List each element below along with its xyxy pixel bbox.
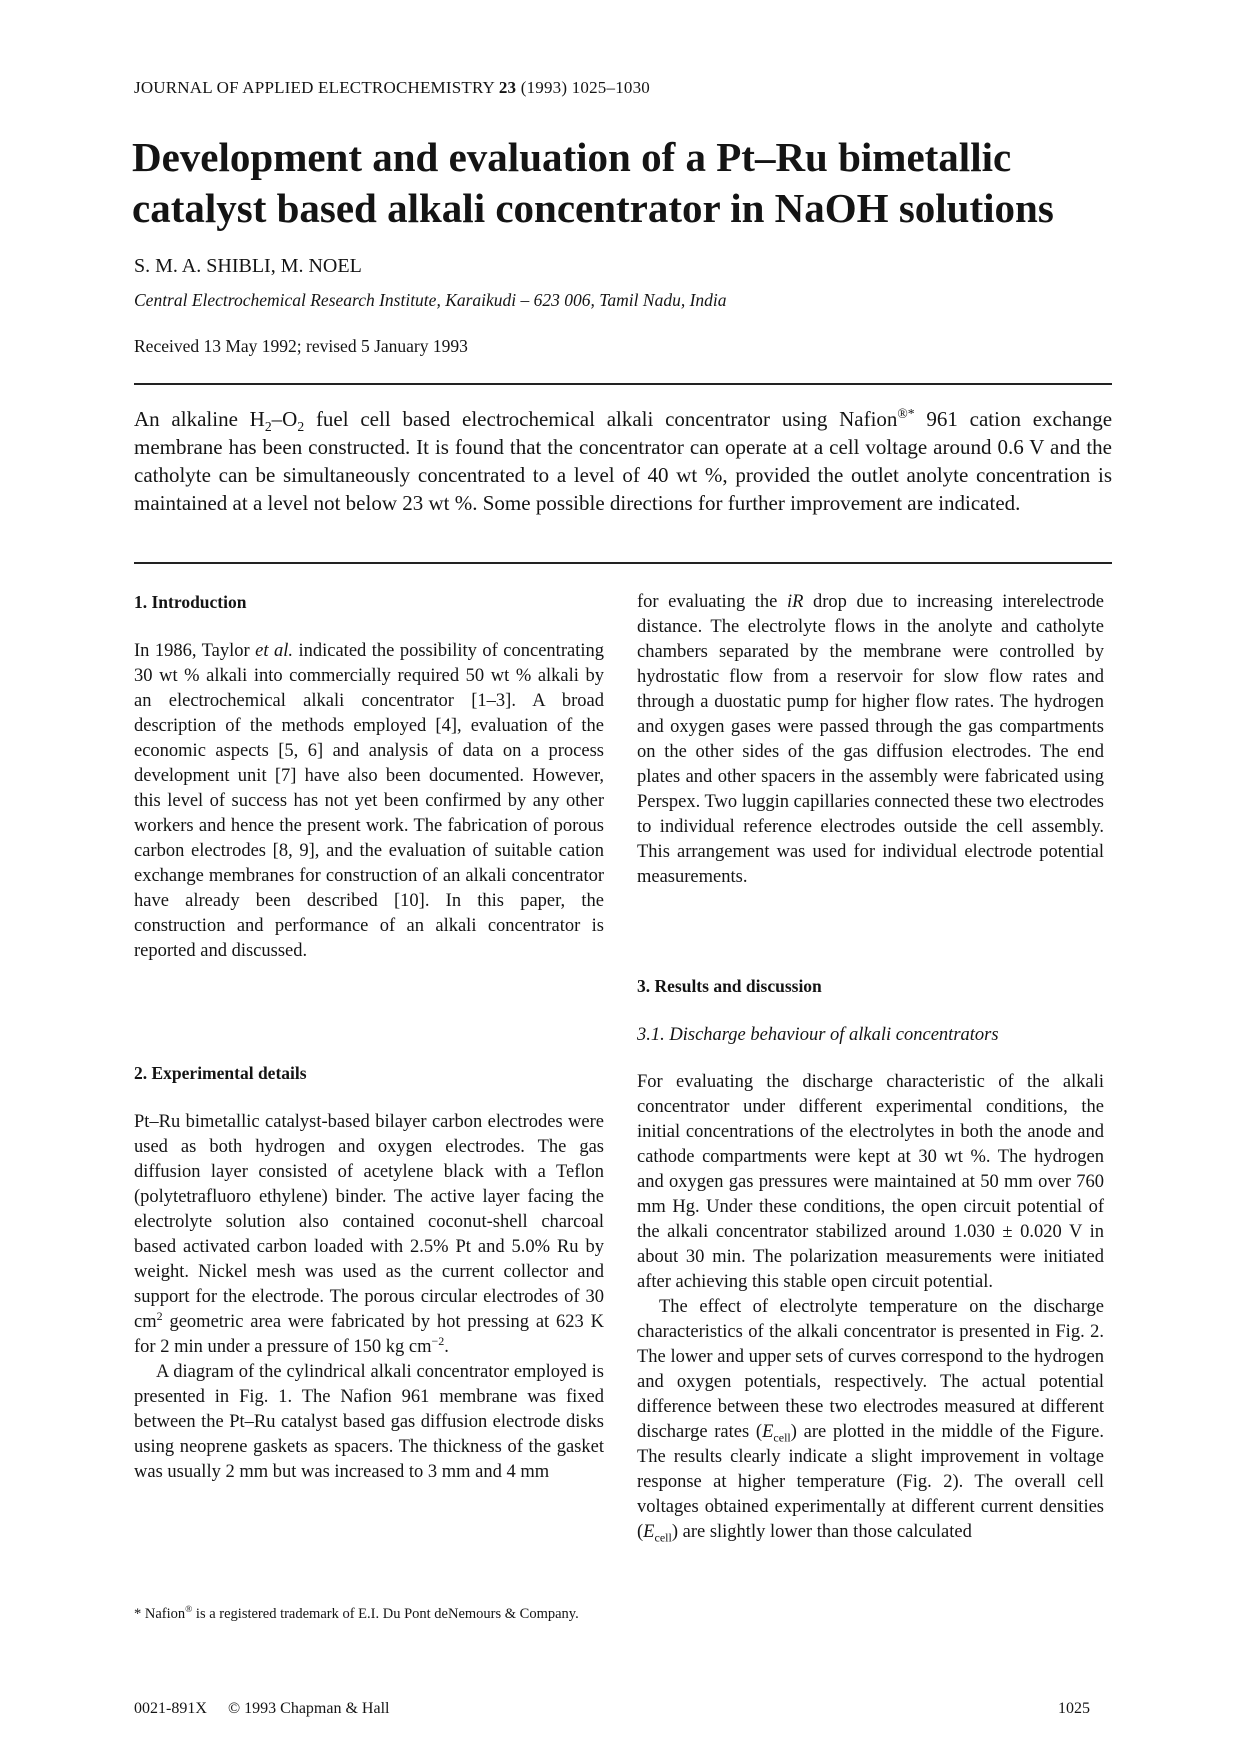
section-1-text: In 1986, Taylor et al. indicated the possibility of concentrating 30 wt % alkali into commercially required 50 wt % alkali by an electrochemical alkali concentrator [1–3]. A broad description of the methods employed [4], evaluation of the economic aspects [5, 6] and analysis of data on a process development unit [7] have also been documented. However, this level of success has not yet been confirmed by any other workers and hence the present work. The fabrication of porous carbon electrodes [8, 9], and the evaluation of suitable cation exchange membranes for construction of an alkali concentrator have already been described [10]. In this paper, the construction and performance of an alkali concentrator is reported and discussed. (134, 641, 604, 961)
right-para-0: for evaluating the iR drop due to increasing interelectrode distance. The electrolyte flows in the anolyte and catholyte chambers separated by the membrane were controlled by hydrostatic flow from a reservoir for slow flow rates and through a duostatic pump for higher flow rates. The hydrogen and oxygen gases were passed through the gas compartments on the other sides of the gas diffusion electrodes. The end plates and other spacers in the assembly were fabricated using Perspex. Two luggin capillaries connected these two electrodes to individual reference electrodes outside the cell assembly. This arrangement was used for individual electrode potential measurements. (637, 592, 1104, 887)
abstract: An alkaline $H_2-O_2$ fuel cell based electrochemical alkali concentrator using Nafion®* 961 cation exchange membrane has been constructed. It is found that the concentrator can operate at a cell voltage around 0.6 V and the catholyte can be simultaneously concentrated to a level of 40 wt %, provided the outlet anolyte concentration is maintained at a level not below 23 wt %. Some possible directions for further improvement are indicated. (134, 406, 1113, 515)
rule-bottom (134, 562, 1112, 564)
page-number: 1025 (1058, 1700, 1090, 1717)
received-dates: Received 13 May 1992; revised 5 January 1993 (134, 336, 468, 356)
authors: S. M. A. SHIBLI, M. NOEL (134, 255, 362, 277)
section-3-1-para-2: The effect of electrolyte temperature on the discharge characteristics of the alkali concentrator is presented in Fig. 2. The lower and upper sets of curves correspond to the hydrogen and oxygen potentials, respectively. The actual potential difference between these two electrodes measured at different discharge rates $(E_{cell})$ are plotted in the middle of the Figure. The results clearly indicate a slight improvement in voltage response at higher temperature (Fig. 2). The overall cell voltages obtained experimentally at different current densities $(E_{cell})$ are slightly lower than those calculated (637, 1297, 1104, 1545)
rule-top (134, 383, 1112, 385)
title-line-1: Development and evaluation of a Pt–Ru bimetallic (132, 134, 1012, 180)
section-3-1-heading: 3.1. Discharge behaviour of alkali concentrators (637, 1025, 999, 1045)
section-3-heading: 3. Results and discussion (637, 976, 822, 996)
journal-year-pages: (1993) 1025–1030 (520, 78, 650, 97)
copyright: © 1993 Chapman & Hall (228, 1700, 390, 1717)
footnote: * Nafion® is a registered trademark of E.I. Du Pont deNemours & Company. (134, 1605, 579, 1622)
section-1-heading: 1. Introduction (134, 592, 247, 612)
article-title (132, 132, 1132, 234)
section-1 (134, 590, 604, 964)
section-2-heading: 2. Experimental details (134, 1063, 307, 1083)
section-3-1-para-1: For evaluating the discharge characteristic of the alkali concentrator under different experimental conditions, the initial concentrations of the electrolytes in both the anode and cathode compartments were kept at 30 wt %. The hydrogen and oxygen gas pressures were maintained at 50 mm over 760 mm Hg. Under these conditions, the open circuit potential of the alkali concentrator stabilized around 1.030 ± 0.020 V in about 30 min. The polarization measurements were initiated after achieving this stable open circuit potential. (637, 1072, 1104, 1292)
section-2 (134, 1061, 604, 1485)
affiliation: Central Electrochemical Research Institute, Karaikudi – 623 006, Tamil Nadu, India (134, 290, 727, 310)
section-3 (637, 974, 1104, 1545)
journal-header (134, 78, 650, 98)
right-column-continuation (637, 590, 1104, 890)
title-line-2: catalyst based alkali concentrator in NaOH solutions (132, 185, 1054, 231)
section-2-para-1: Pt–Ru bimetallic catalyst-based bilayer carbon electrodes were used as both hydrogen and oxygen electrodes. The gas diffusion layer consisted of acetylene black with a Teflon (polytetrafluoro ethylene) binder. The active layer facing the electrolyte solution also contained coconut-shell charcoal based activated carbon loaded with 2.5% Pt and 5.0% Ru by weight. Nickel mesh was used as the current collector and support for the electrode. The porous circular electrodes of 30 $cm^2$ geometric area were fabricated by hot pressing at 623 K for 2 min under a pressure of 150 kg $cm^{-2}$. (134, 1112, 604, 1357)
journal-volume: 23 (498, 78, 517, 97)
issn-code: 0021-891X (134, 1700, 207, 1717)
section-2-para-2: A diagram of the cylindrical alkali concentrator employed is presented in Fig. 1. The Nafion 961 membrane was fixed between the Pt–Ru catalyst based gas diffusion electrode disks using neoprene gaskets as spacers. The thickness of the gasket was usually 2 mm but was increased to 3 mm and 4 mm (134, 1362, 604, 1482)
journal-name: JOURNAL OF APPLIED ELECTROCHEMISTRY (134, 78, 495, 97)
